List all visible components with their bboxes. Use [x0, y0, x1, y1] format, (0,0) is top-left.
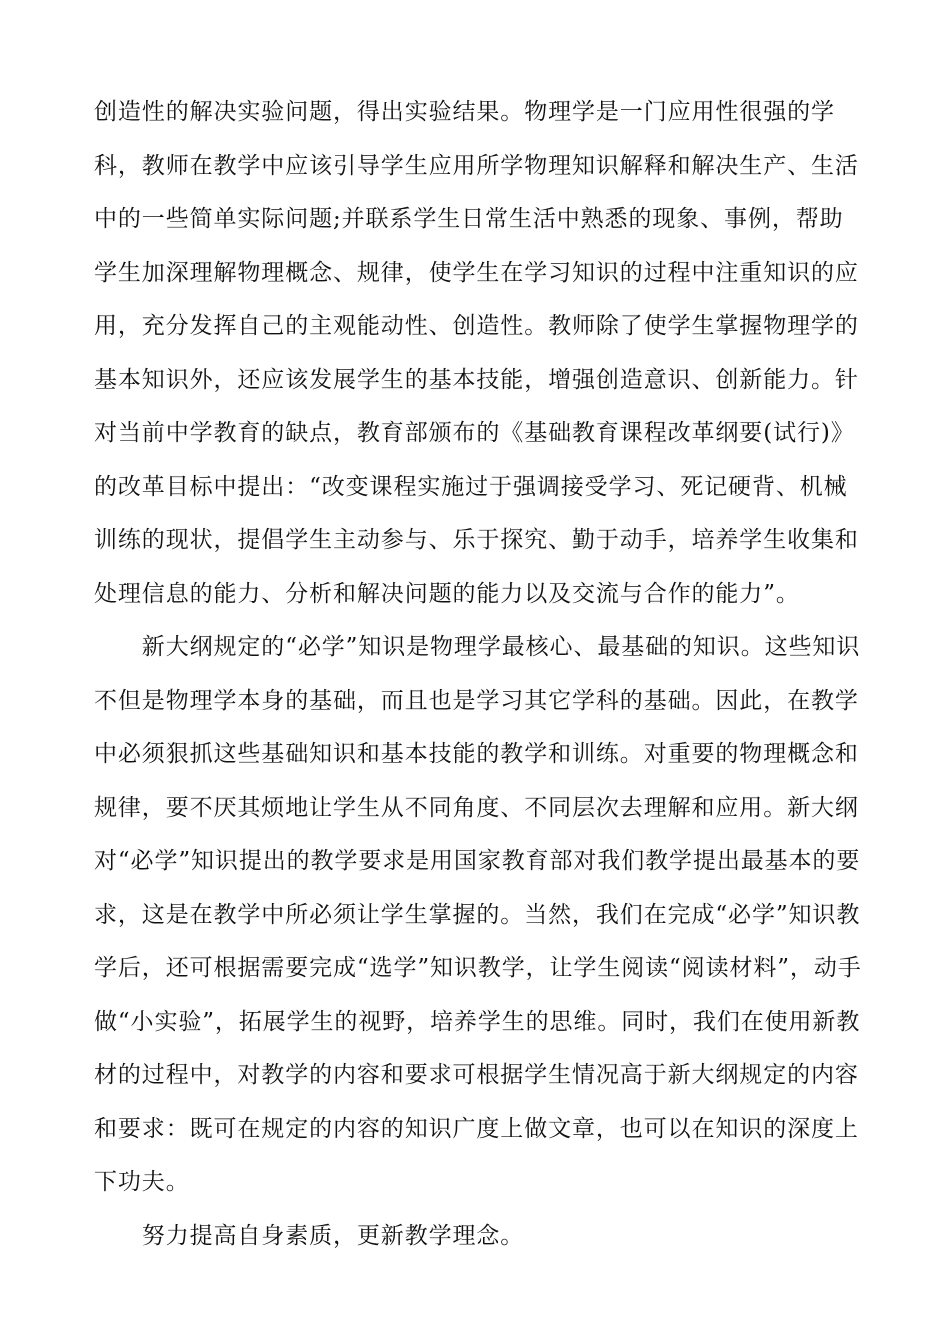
- text-line: 学后，还可根据需要完成“选学”知识教学，让学生阅读“阅读材料”，动手: [94, 955, 862, 981]
- text-line: 和要求：既可在规定的内容的知识广度上做文章，也可以在知识的深度上: [94, 1115, 859, 1142]
- text-line: 新大纲规定的“必学”知识是物理学最核心、最基础的知识。这些知识: [94, 634, 861, 660]
- text-line: 对“必学”知识提出的教学要求是用国家教育部对我们教学提出最基本的要: [94, 848, 861, 874]
- text-line: 中必须狠抓这些基础知识和基本技能的教学和训练。对重要的物理概念和: [94, 741, 859, 767]
- body-text: [94, 86, 862, 1263]
- text-line: 科，教师在教学中应该引导学生应用所学物理知识解释和解决生产、生活: [94, 152, 859, 179]
- text-line: 对当前中学教育的缺点，教育部颁布的《基础教育课程改革纲要(试行)》: [94, 420, 855, 446]
- text-line: 下功夫。: [94, 1169, 190, 1195]
- text-line: 不但是物理学本身的基础，而且也是学习其它学科的基础。因此，在教学: [94, 687, 859, 714]
- text-line: 中的一些简单实际问题;并联系学生日常生活中熟悉的现象、事例，帮助: [94, 206, 844, 232]
- text-line: 的改革目标中提出：“改变课程实施过于强调接受学习、死记硬背、机械: [94, 473, 848, 500]
- text-line: 学生加深理解物理概念、规律，使学生在学习知识的过程中注重知识的应: [94, 259, 859, 286]
- text-line: 基本知识外，还应该发展学生的基本技能，增强创造意识、创新能力。针: [94, 366, 859, 393]
- text-line: 材的过程中，对教学的内容和要求可根据学生情况高于新大纲规定的内容: [94, 1062, 859, 1088]
- text-line: 努力提高自身素质，更新教学理念。: [94, 1222, 525, 1249]
- text-line: 处理信息的能力、分析和解决问题的能力以及交流与合作的能力”。: [94, 580, 800, 607]
- text-line: 求，这是在教学中所必须让学生掌握的。当然，我们在完成“必学”知识教: [94, 901, 861, 928]
- text-line: 用，充分发挥自己的主观能动性、创造性。教师除了使学生掌握物理学的: [94, 313, 859, 339]
- text-line: 创造性的解决实验问题，得出实验结果。物理学是一门应用性很强的学: [94, 99, 835, 125]
- text-line: 规律，要不厌其烦地让学生从不同角度、不同层次去理解和应用。新大纲: [94, 794, 859, 821]
- text-line: 训练的现状，提倡学生主动参与、乐于探究、勤于动手，培养学生收集和: [94, 527, 859, 553]
- text-line: 做“小实验”，拓展学生的视野，培养学生的思维。同时，我们在使用新教: [94, 1008, 861, 1035]
